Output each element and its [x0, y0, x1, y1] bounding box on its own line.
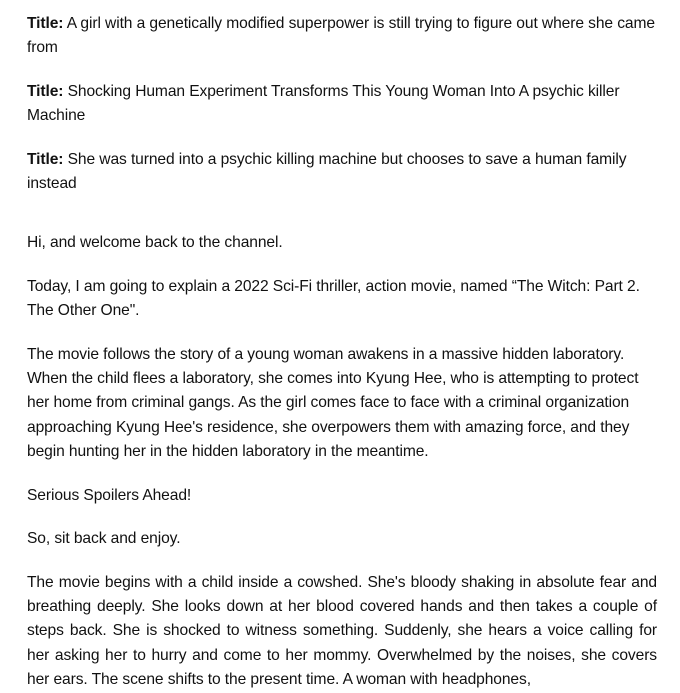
paragraph-spacer — [27, 465, 657, 484]
paragraph-opening-scene: The movie begins with a child inside a cowshed. She's bloody shaking in absolute fear and breathing deeply. She looks down at her blood covered hands and then takes a couple of steps back. She is shocked to witness something. Suddenly, she hears a voice calling for her asking her to hurry and come to her mommy. Overwhelmed by the noises, she covers her ears. The scene shifts to the present time. A woman with headphones, — [27, 573, 657, 689]
paragraph-invite: So, sit back and enjoy. — [27, 530, 181, 548]
title-label-2: Title: — [27, 82, 64, 100]
paragraph-spacer — [27, 508, 657, 527]
paragraph-title-1 — [27, 12, 657, 61]
paragraph-title-2 — [27, 80, 657, 129]
title-label-3: Title: — [27, 150, 64, 168]
paragraph-spacer — [27, 256, 657, 275]
paragraph-spacer — [27, 324, 657, 343]
section-spacer — [27, 196, 657, 231]
paragraph-spacer — [27, 129, 657, 148]
paragraph-synopsis: The movie follows the story of a young woman awakens in a massive hidden laboratory. When the child flees a laboratory, she comes into Kyung Hee, who is attempting to protect her home from criminal gangs. As the girl comes face to face with a criminal organization approaching Kyung Hee's residence, she overpowers them with amazing force, and they begin hunting her in the hidden laboratory in the meantime. — [27, 345, 639, 461]
paragraph-intro: Today, I am going to explain a 2022 Sci-Fi thriller, action movie, named “The Witch: Part 2. The Other One". — [27, 277, 640, 320]
title-label-1: Title: — [27, 15, 64, 32]
paragraph-spoiler-warning: Serious Spoilers Ahead! — [27, 486, 192, 504]
title-text-3: She was turned into a psychic killing machine but chooses to save a human family instead — [27, 150, 627, 193]
document-body — [27, 12, 657, 693]
title-text-2: Shocking Human Experiment Transforms This Young Woman Into A psychic killer Machine — [27, 82, 620, 125]
paragraph-spacer — [27, 61, 657, 80]
paragraph-greeting: Hi, and welcome back to the channel. — [27, 234, 283, 252]
paragraph-title-3 — [27, 148, 657, 197]
title-text-1: A girl with a genetically modified superpower is still trying to figure out where she came from — [27, 15, 655, 57]
paragraph-spacer — [27, 552, 657, 571]
